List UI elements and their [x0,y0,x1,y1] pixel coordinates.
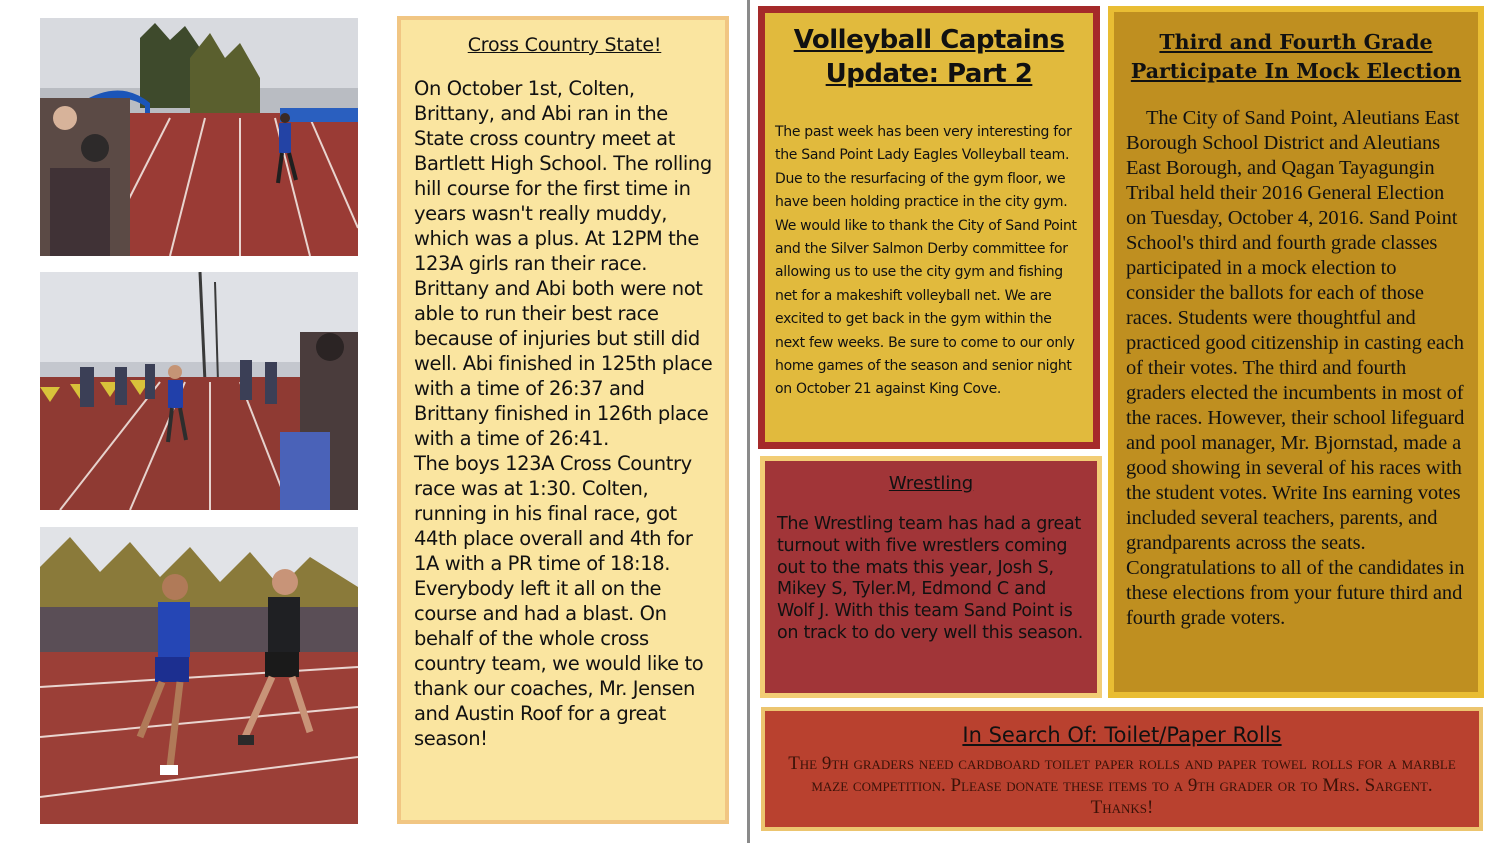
wrestling-article [760,456,1102,698]
mock-election-body: The City of Sand Point, Aleutians East Borough School District and Aleutians East Borough, and Qagan Tayagungin Tribal held their 2016 General Election on Tuesday, October 4, 2016. Sand Point School's third and fourth grade classes participated in a mock election to consider the ballots for each of those races. Students were thoughtful and practiced good citizenship in casting each of their votes. The third and fourth graders elected the incumbents in most of the races. However, their school lifeguard and pool manager, Mr. Bjornstad, made a good showing in several of his races with the student votes. Write Ins earning votes included several teachers, parents, and grandparents across the seats. Congratulations to all of the candidates in these elections from your future third and fourth grade voters. [1126,107,1465,629]
cross-country-article [397,16,729,824]
volleyball-article [758,6,1100,449]
toilet-paper-title: In Search Of: Toilet/Paper Rolls [962,723,1282,747]
toilet-paper-body: The 9th graders need cardboard toilet paper rolls and paper towel rolls for a marble maze competition. Please donate these items to a 9th grader or to Mrs. Sargent. Thanks! [788,753,1456,818]
volleyball-title: Volleyball Captains Update: Part 2 [793,25,1065,89]
mock-election-article [1108,6,1484,698]
cross-country-body: On October 1st, Colten, Brittany, and Abi ran in the State cross country meet at Bartlett High School. The rolling hill course for the first time in years wasn't really muddy, which was a plus. At 12PM the 123A girls ran their race. Brittany and Abi both were not able to run their best race because of injuries but still did well. Abi finished in 125th place with a time of 26:37 and Brittany finished in 126th place with a time of 26:41. The boys 123A Cross Country race was at 1:30. Colten, running in his final race, got 44th place overall and 4th for 1A with a PR time of 18:18. Everybody left it all on the course and had a blast. On behalf of the whole cross country team, we would like to thank our coaches, Mr. Jensen and Austin Roof for a great season! [414,77,713,750]
toilet-paper-notice [761,707,1483,831]
cross-country-title: Cross Country State! [467,34,662,56]
photo-track-sprint [40,527,358,824]
mock-election-title: Third and Fourth Grade Participate In Mock Election [1130,30,1462,83]
photo-track-finish [40,18,358,256]
wrestling-body: The Wrestling team has had a great turnout with five wrestlers coming out to the mats this year, Josh S, Mikey S, Tyler.M, Edmond C and Wolf J. With this team Sand Point is on track to do very well this season. [777,514,1084,643]
wrestling-title: Wrestling [888,473,974,494]
photo-track-runner [40,272,358,510]
volleyball-body: The past week has been very interesting for the Sand Point Lady Eagles Volleyball team. Due to the resurfacing of the gym floor, we have been holding practice in the city gym. We would like to thank the City of Sand Point and the Silver Salmon Derby committee for allowing us to use the city gym and fishing net for a makeshift volleyball net. We are excited to get back in the gym within the next few weeks. Be sure to come to our only home games of the season and senior night on October 21 against King Cove. [775,124,1077,398]
page-divider [747,0,750,843]
